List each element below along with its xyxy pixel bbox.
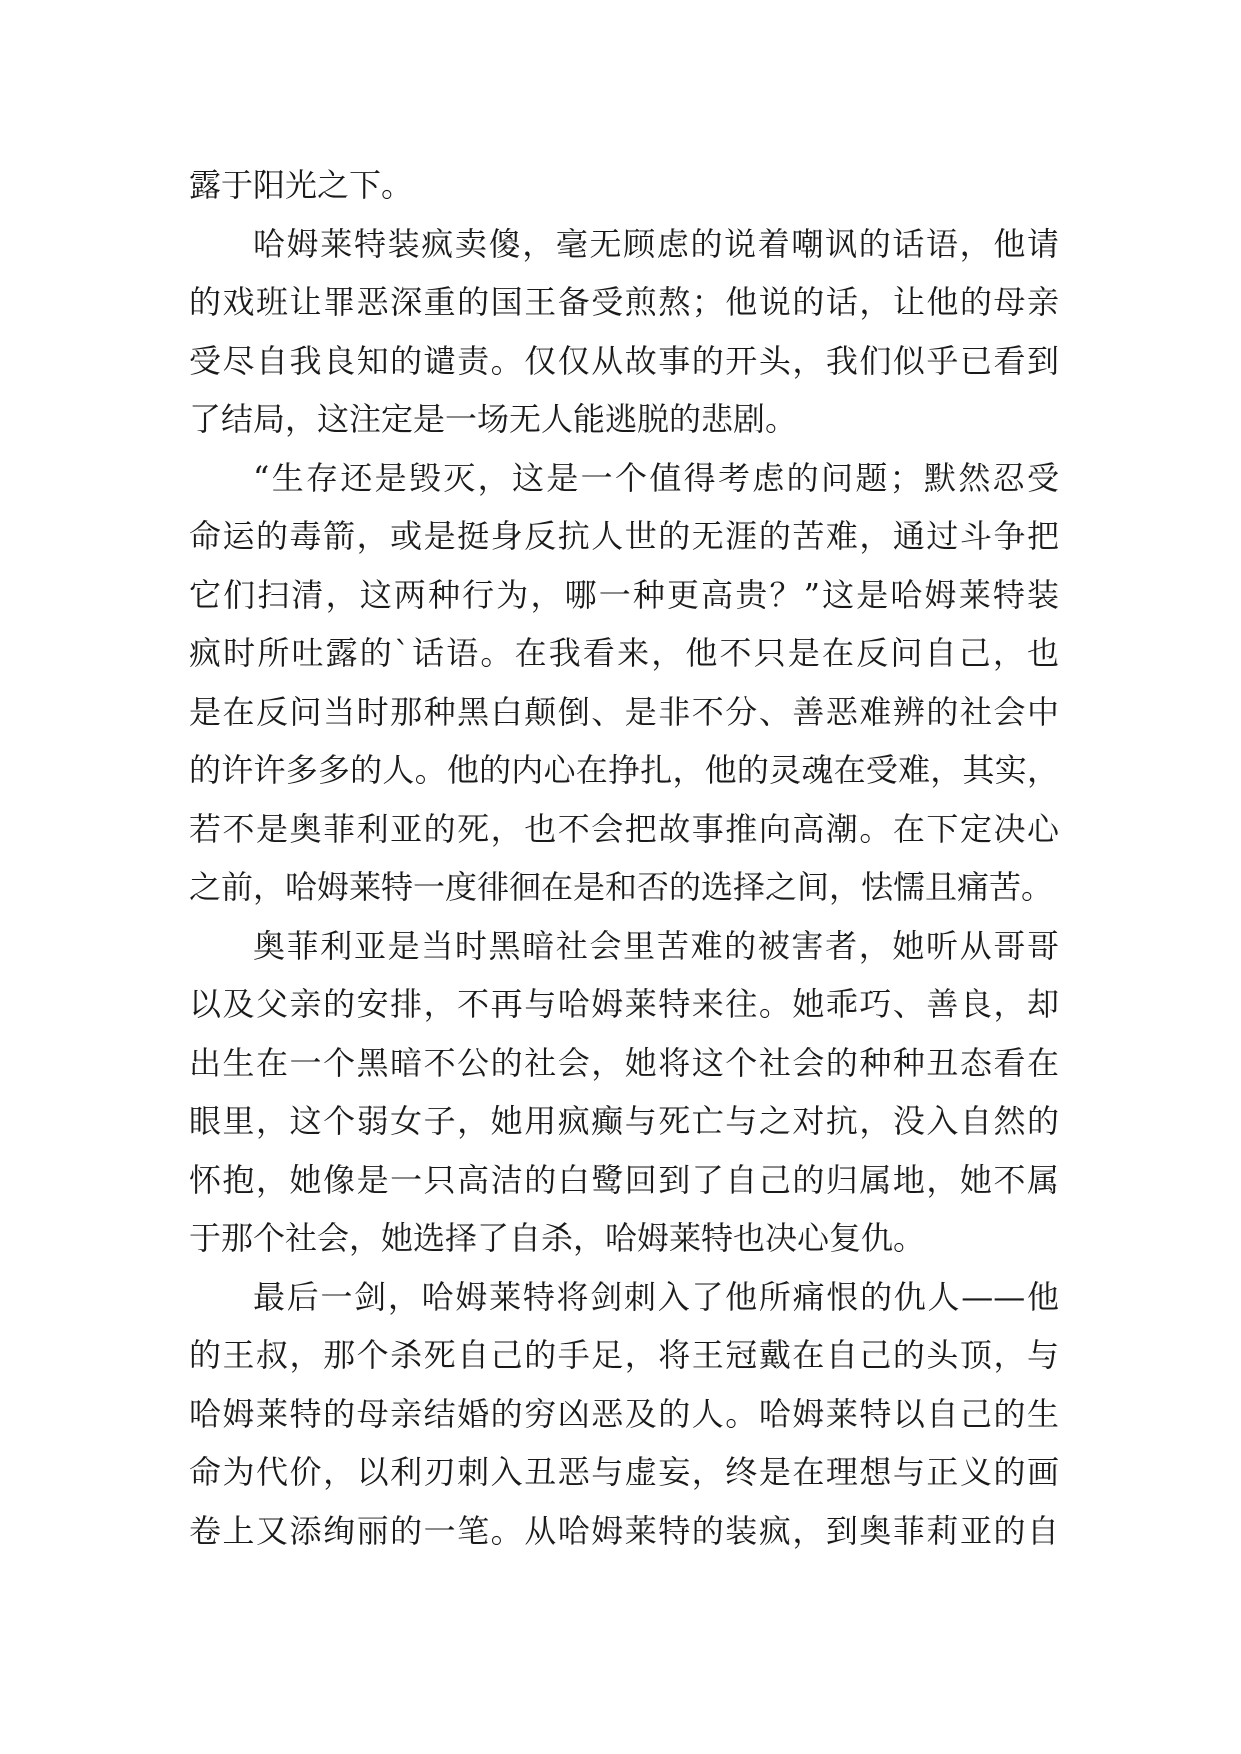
text-line: 于那个社会，她选择了自杀，哈姆莱特也决心复仇。: [189, 1219, 926, 1257]
paragraph-first-line: 奥菲利亚是当时黑暗社会里苦难的被害者，她听从哥哥: [253, 926, 1059, 965]
text-line: 是在反问当时那种黑白颠倒、是非不分、善恶难辨的社会中: [189, 692, 1059, 731]
text-line: 若不是奥菲利亚的死，也不会把故事推向高潮。在下定决心: [189, 809, 1059, 848]
text-line: 的王叔，那个杀死自己的手足，将王冠戴在自己的头顶，与: [189, 1336, 1059, 1374]
text-line: 露于阳光之下。: [189, 166, 414, 204]
text-line: 出生在一个黑暗不公的社会，她将这个社会的种种丑态看在: [189, 1043, 1059, 1082]
text-line: 之前，哈姆莱特一度徘徊在是和否的选择之间，怯懦且痛苦。: [189, 868, 1054, 906]
text-line: 疯时所吐露的`话语。在我看来，他不只是在反问自己，也: [189, 634, 1059, 672]
text-line: 了结局，这注定是一场无人能逃脱的悲剧。: [189, 400, 798, 438]
text-line: 以及父亲的安排，不再与哈姆莱特来往。她乖巧、善良，却: [189, 985, 1059, 1023]
paragraph-first-line: 哈姆莱特装疯卖傻，毫无顾虑的说着嘲讽的话语，他请: [253, 224, 1059, 263]
text-line: 怀抱，她像是一只高洁的白鹭回到了自己的归属地，她不属: [189, 1160, 1059, 1199]
text-line: 卷上又添绚丽的一笔。从哈姆莱特的装疯，到奥菲莉亚的自: [189, 1511, 1059, 1550]
text-line: 它们扫清，这两种行为，哪一种更高贵？”这是哈姆莱特装: [189, 575, 1059, 614]
text-line: 命为代价，以利刃刺入丑恶与虚妄，终是在理想与正义的画: [189, 1453, 1059, 1491]
paragraph-first-line: “生存还是毁灭，这是一个值得考虑的问题；默然忍受: [253, 458, 1059, 497]
text-line: 命运的毒箭，或是挺身反抗人世的无涯的苦难，通过斗争把: [189, 517, 1059, 555]
text-line: 的许许多多的人。他的内心在挣扎，他的灵魂在受难，其实，: [189, 751, 1059, 789]
text-line: 哈姆莱特的母亲结婚的穷凶恶及的人。哈姆莱特以自己的生: [189, 1394, 1059, 1433]
paragraph-first-line: 最后一剑，哈姆莱特将剑刺入了他所痛恨的仇人——他: [253, 1277, 1059, 1316]
text-line: 眼里，这个弱女子，她用疯癫与死亡与之对抗，没入自然的: [189, 1102, 1059, 1140]
text-line: 的戏班让罪恶深重的国王备受煎熬；他说的话，让他的母亲: [189, 283, 1059, 321]
text-line: 受尽自我良知的谴责。仅仅从故事的开头，我们似乎已看到: [189, 341, 1059, 380]
document-body: [189, 156, 1059, 1560]
